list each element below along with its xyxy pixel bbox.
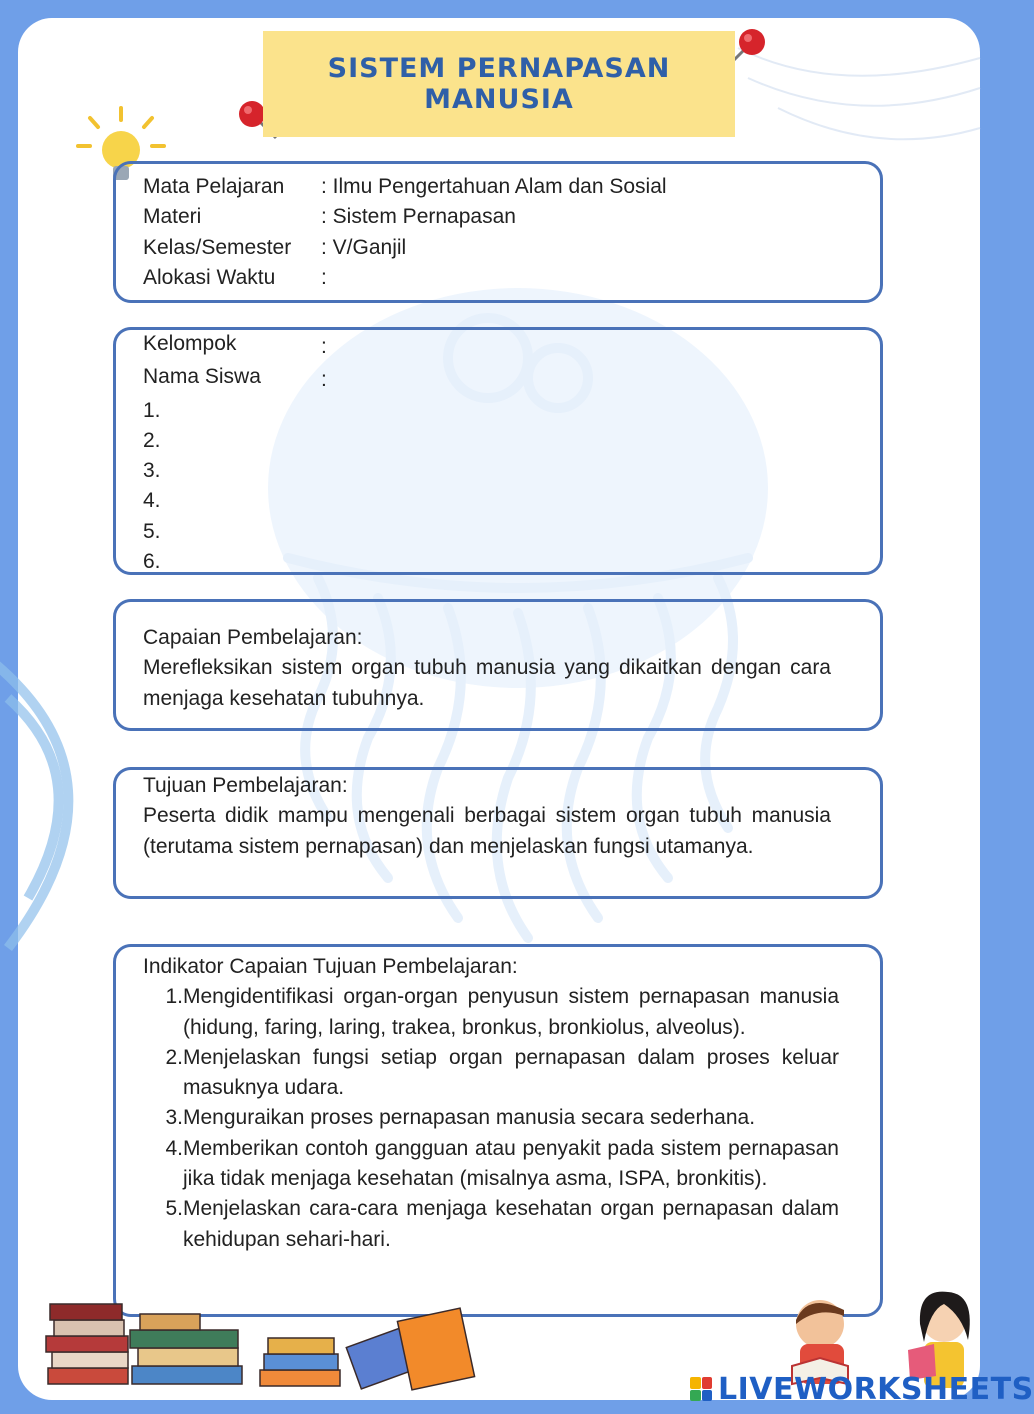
list-item-number: 2. [165, 1045, 183, 1069]
identity-label: Mata Pelajaran [143, 175, 285, 198]
list-item-text: Menguraikan proses pernapasan manusia secara sederhana. [183, 1106, 756, 1130]
identity-value: : [321, 265, 327, 289]
student-number: 3. [143, 459, 161, 483]
indikator-list [143, 982, 839, 1255]
brand-name: LIVEWORKSHEETS [718, 1371, 1034, 1407]
list-item-text: Mengidentifikasi organ-organ penyusun sistem pernapasan manusia (hidung, faring, laring, trakea, bronkus, bronkiolus, alveolus). [183, 985, 839, 1039]
kelompok-label: Kelompok [143, 332, 237, 355]
group-row [143, 362, 863, 395]
tujuan-box [113, 767, 883, 899]
logo-icon [690, 1377, 712, 1401]
identity-row [143, 233, 863, 263]
list-item-text: Menjelaskan cara-cara menjaga kesehatan organ pernapasan dalam kehidupan sehari-hari. [183, 1197, 839, 1251]
liveworksheets-logo [690, 1371, 1034, 1407]
worksheet-page [18, 18, 980, 1400]
identity-box [113, 161, 883, 303]
identity-label: Materi [143, 205, 202, 229]
capaian-body: Merefleksikan sistem organ tubuh manusia yang dikaitkan dengan cara menjaga kesehatan tubuhnya. [143, 656, 831, 710]
list-item-number: 4. [165, 1136, 183, 1160]
page-title-line-1: SISTEM PERNAPASAN [327, 53, 671, 84]
capaian-box [113, 599, 883, 731]
list-item-number: 5. [165, 1197, 183, 1221]
student-number: 6. [143, 550, 161, 574]
list-item [163, 982, 839, 1043]
group-row [143, 329, 863, 362]
list-item [163, 1043, 839, 1104]
tujuan-heading: Tujuan Pembelajaran: [143, 774, 348, 797]
list-item [163, 1103, 839, 1133]
capaian-heading: Capaian Pembelajaran: [143, 626, 363, 649]
tujuan-body: Peserta didik mampu mengenali berbagai sistem organ tubuh manusia (terutama sistem pernapasan) dan menjelaskan fungsi utamanya. [143, 804, 831, 858]
identity-value: : Ilmu Pengertahuan Alam dan Sosial [321, 175, 667, 198]
list-item-number: 1. [165, 985, 183, 1009]
identity-value: : Sistem Pernapasan [321, 205, 516, 229]
group-box [113, 327, 883, 575]
identity-label: Alokasi Waktu [143, 265, 276, 289]
indikator-heading: Indikator Capaian Tujuan Pembelajaran: [143, 955, 518, 978]
list-item-text: Menjelaskan fungsi setiap organ pernapasan dalam proses keluar masuknya udara. [183, 1045, 839, 1100]
student-number: 5. [143, 519, 161, 543]
identity-value: : V/Ganjil [321, 235, 407, 259]
nama-siswa-colon: : [321, 368, 327, 392]
indikator-box [113, 944, 883, 1317]
identity-row [143, 172, 863, 202]
identity-row [143, 263, 863, 293]
identity-row [143, 202, 863, 232]
list-item [163, 1194, 839, 1255]
title-banner [263, 31, 735, 137]
list-item [163, 1134, 839, 1195]
list-item-text: Memberikan contoh gangguan atau penyakit pada sistem pernapasan jika tidak menjaga kesehatan (misalnya asma, ISPA, bronkitis). [183, 1136, 839, 1191]
list-item-number: 3. [165, 1106, 183, 1130]
student-number: 4. [143, 489, 161, 513]
student-number: 2. [143, 428, 161, 452]
kelompok-colon: : [321, 335, 327, 358]
books-illustration [28, 1296, 478, 1400]
page-title-line-2: MANUSIA [424, 84, 574, 115]
nama-siswa-label: Nama Siswa [143, 365, 261, 389]
identity-label: Kelas/Semester [143, 235, 292, 259]
student-number: 1. [143, 398, 161, 422]
